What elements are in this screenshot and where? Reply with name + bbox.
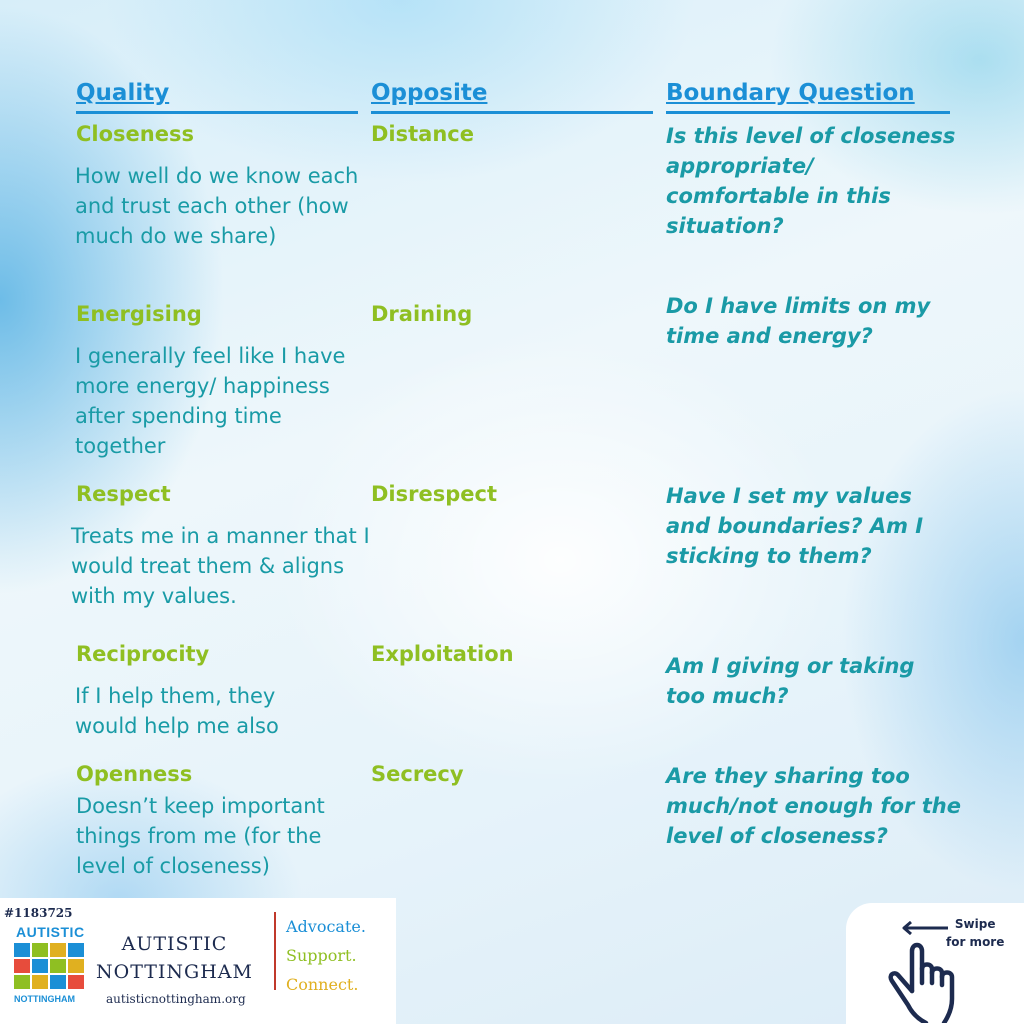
question-openness: Are they sharing too much/not enough for the level of closeness? — [666, 764, 961, 848]
opposite-disrespect: Disrespect — [371, 482, 497, 506]
motto-advocate: Advocate. — [286, 917, 366, 936]
divider — [274, 912, 276, 990]
logo-square — [68, 959, 84, 973]
swipe-line2: for more — [946, 935, 1005, 949]
logo-square — [32, 975, 48, 989]
logo-square — [68, 975, 84, 989]
header-opposite: Opposite — [371, 80, 488, 106]
charity-number: #1183725 — [4, 906, 73, 920]
description-openness: Doesn’t keep important things from me (for the level of closeness) — [76, 794, 325, 878]
header-quality: Quality — [76, 80, 170, 106]
quality-reciprocity: Reciprocity — [76, 642, 210, 666]
motto-support: Support. — [286, 946, 357, 965]
logo-square — [14, 975, 30, 989]
arrow-left-icon — [900, 921, 950, 935]
opposite-distance: Distance — [371, 122, 474, 146]
logo-square — [50, 975, 66, 989]
motto — [286, 912, 366, 999]
description-reciprocity: If I help them, they would help me also — [75, 684, 279, 738]
description-respect: Treats me in a manner that I would treat them & aligns with my values. — [71, 524, 370, 608]
question-closeness: Is this level of closeness appropriate/ comfortable in this situation? — [666, 124, 956, 238]
logo-grid-icon — [14, 943, 86, 989]
opposite-exploitation: Exploitation — [371, 642, 514, 666]
logo-square — [68, 943, 84, 957]
header-boundary-question-rule — [666, 111, 950, 114]
question-energising: Do I have limits on my time and energy? — [666, 294, 931, 348]
header-boundary-question: Boundary Question — [666, 80, 915, 106]
question-reciprocity: Am I giving or taking too much? — [666, 654, 915, 708]
logo-square — [14, 943, 30, 957]
quality-respect: Respect — [76, 482, 171, 506]
website-link[interactable]: autisticnottingham.org — [106, 992, 246, 1006]
logo-square — [50, 943, 66, 957]
description-energising: I generally feel like I have more energy/ happiness after spending time together — [75, 344, 346, 458]
swipe-panel[interactable] — [846, 903, 1024, 1024]
logo-square — [14, 959, 30, 973]
brand-line1: AUTISTIC — [121, 933, 228, 955]
logo-square — [50, 959, 66, 973]
motto-connect: Connect. — [286, 975, 359, 994]
logo-square — [32, 959, 48, 973]
brand-name — [96, 930, 253, 986]
quality-openness: Openness — [76, 762, 193, 786]
brand-line2: NOTTINGHAM — [96, 961, 253, 983]
logo-panel — [0, 898, 396, 1024]
header-quality-rule — [76, 111, 358, 114]
quality-energising: Energising — [76, 302, 202, 326]
logo-mark-subtitle: NOTTINGHAM — [14, 994, 75, 1004]
question-respect: Have I set my values and boundaries? Am I sticking to them? — [666, 484, 924, 568]
opposite-secrecy: Secrecy — [371, 762, 464, 786]
description-closeness: How well do we know each and trust each other (how much do we share) — [75, 164, 359, 248]
hand-swipe-icon — [882, 939, 976, 1023]
quality-closeness: Closeness — [76, 122, 194, 146]
logo-mark-title: AUTISTIC — [16, 924, 85, 940]
logo-square — [32, 943, 48, 957]
opposite-draining: Draining — [371, 302, 473, 326]
swipe-line1: Swipe — [954, 917, 996, 931]
header-opposite-rule — [371, 111, 653, 114]
